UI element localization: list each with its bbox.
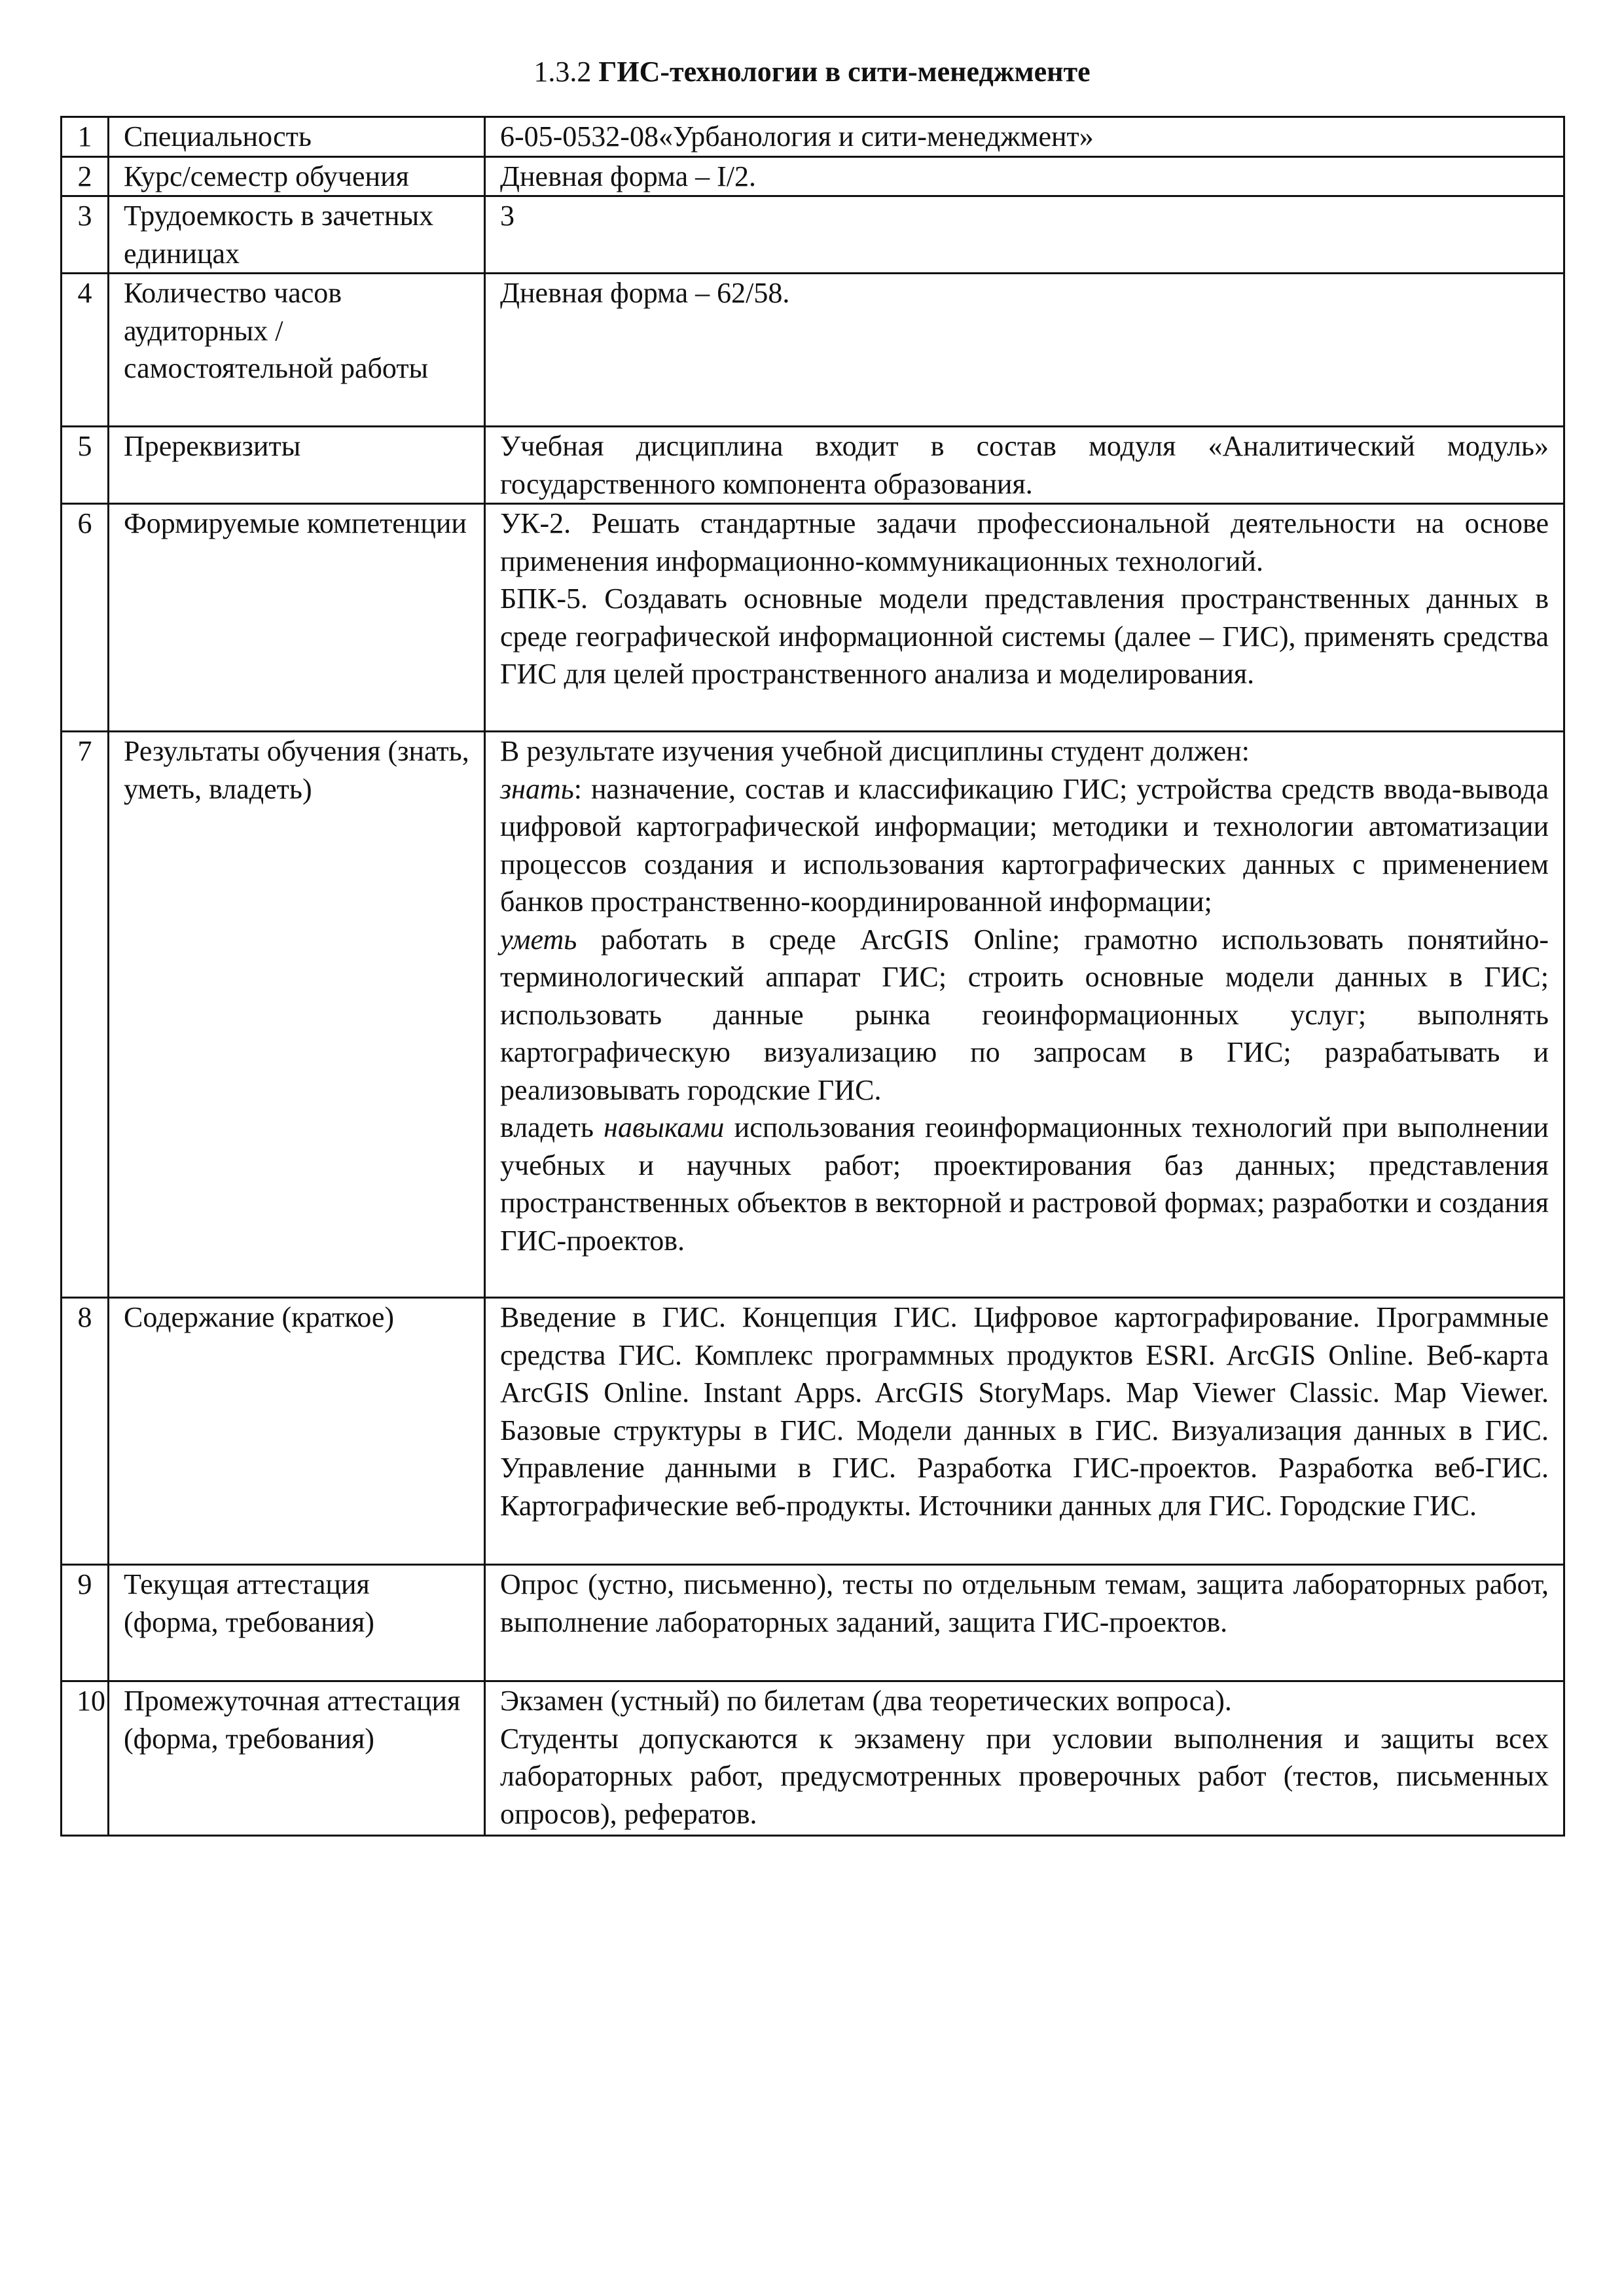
row-label: Специальность	[109, 117, 485, 157]
row-number: 5	[62, 427, 109, 504]
row-label: Пререквизиты	[109, 427, 485, 504]
table-row	[62, 732, 1564, 1298]
know-keyword: знать	[500, 772, 574, 805]
can-text: работать в среде ArcGIS Online; грамотно использовать понятийно-терминологический аппарат ГИС; строить основные модели данных в ГИС; использовать данные рынка геоинформационных услуг; выполнять картографическую визуализацию по запросам в ГИС; разрабатывать и реализовывать городские ГИС.	[500, 923, 1549, 1106]
table-row	[62, 1681, 1564, 1836]
row-label: Промежуточная аттестация (форма, требования)	[109, 1681, 485, 1836]
row-label: Текущая аттестация (форма, требования)	[109, 1565, 485, 1681]
know-text: : назначение, состав и классификацию ГИС; устройства средств ввода-вывода цифровой картографической информации; методики и технологии автоматизации процессов создания и использования картографических данных с применением банков пространственно-координированной информации;	[500, 772, 1549, 918]
row-label: Содержание (краткое)	[109, 1298, 485, 1565]
row-value: Опрос (устно, письменно), тесты по отдельным темам, защита лабораторных работ, выполнение лабораторных заданий, защита ГИС-проектов.	[485, 1565, 1564, 1681]
table-row	[62, 427, 1564, 504]
can-keyword: уметь	[500, 923, 577, 956]
row-number: 8	[62, 1298, 109, 1565]
results-can	[500, 921, 1549, 1109]
row-value	[485, 504, 1564, 732]
row-number: 6	[62, 504, 109, 732]
table-row	[62, 156, 1564, 196]
row-label: Формируемые компетенции	[109, 504, 485, 732]
row-label: Курс/семестр обучения	[109, 156, 485, 196]
row-value: Учебная дисциплина входит в состав модуля «Аналитический модуль» государственного компонента образования.	[485, 427, 1564, 504]
row-number: 10	[62, 1681, 109, 1836]
row-value	[485, 1681, 1564, 1836]
competence-uk2: УК-2. Решать стандартные задачи профессиональной деятельности на основе применения информационно-коммуникационных технологий.	[500, 507, 1549, 577]
row-number: 7	[62, 732, 109, 1298]
row-number: 4	[62, 274, 109, 427]
row-label: Результаты обучения (знать, уметь, владеть)	[109, 732, 485, 1298]
table-row	[62, 196, 1564, 274]
row-number: 9	[62, 1565, 109, 1681]
skills-keyword: навыками	[604, 1111, 725, 1143]
row-value	[485, 732, 1564, 1298]
row-value: 3	[485, 196, 1564, 274]
row-number: 2	[62, 156, 109, 196]
results-know	[500, 770, 1549, 921]
page-title	[0, 54, 1624, 90]
exam-admission: Студенты допускаются к экзамену при условии выполнения и защиты всех лабораторных работ, предусмотренных проверочных работ (тестов, письменных опросов), рефератов.	[500, 1722, 1549, 1830]
row-value: Дневная форма – I/2.	[485, 156, 1564, 196]
table-row	[62, 274, 1564, 427]
row-value: 6-05-0532-08«Урбанология и сити-менеджмент»	[485, 117, 1564, 157]
results-intro: В результате изучения учебной дисциплины студент должен:	[500, 735, 1250, 767]
row-number: 1	[62, 117, 109, 157]
results-own	[500, 1109, 1549, 1259]
own-lead: владеть	[500, 1111, 604, 1143]
own-text: использования геоинформационных технологий при выполнении учебных и научных работ; проектирования баз данных; представления пространственных объектов в векторной и растровой формах; разработки и создания ГИС-проектов.	[500, 1111, 1549, 1257]
table-row	[62, 504, 1564, 732]
table-row	[62, 1565, 1564, 1681]
syllabus-table	[60, 116, 1565, 1837]
row-number: 3	[62, 196, 109, 274]
section-number: 1.3.2	[533, 56, 592, 88]
competence-bpk5: БПК-5. Создавать основные модели представления пространственных данных в среде географической информационной системы (далее – ГИС), применять средства ГИС для целей пространственного анализа и моделирования.	[500, 583, 1549, 690]
table-row	[62, 1298, 1564, 1565]
section-title: ГИС-технологии в сити-менеджменте	[598, 56, 1091, 88]
exam-format: Экзамен (устный) по билетам (два теоретических вопроса).	[500, 1685, 1232, 1717]
table-row	[62, 117, 1564, 157]
row-value: Введение в ГИС. Концепция ГИС. Цифровое картографирование. Программные средства ГИС. Комплекс программных продуктов ESRI. ArcGIS Online. Веб-карта ArcGIS Online. Instant Apps. ArcGIS StoryMaps. Map Viewer Classic. Map Viewer. Базовые структуры в ГИС. Модели данных в ГИС. Визуализация данных в ГИС. Управление данными в ГИС. Разработка ГИС-проектов. Разработка веб-ГИС. Картографические веб-продукты. Источники данных для ГИС. Городские ГИС.	[485, 1298, 1564, 1565]
row-label: Трудоемкость в зачетных единицах	[109, 196, 485, 274]
row-label: Количество часов аудиторных / самостоятельной работы	[109, 274, 485, 427]
row-value: Дневная форма – 62/58.	[485, 274, 1564, 427]
